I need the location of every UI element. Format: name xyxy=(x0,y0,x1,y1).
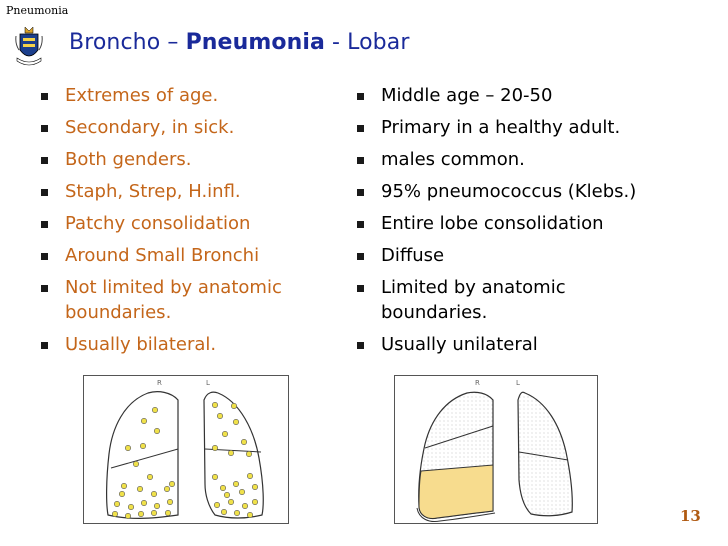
square-bullet-icon xyxy=(357,93,364,100)
consolidation-spot xyxy=(133,461,138,466)
list-item xyxy=(41,84,341,109)
consolidation-spot xyxy=(224,492,229,497)
bronchopneumonia-diagram xyxy=(83,375,289,524)
list-item xyxy=(41,333,341,358)
list-item xyxy=(357,148,702,173)
page-number: 13 xyxy=(680,507,701,525)
list-item-text: Primary in a healthy adult. xyxy=(381,117,621,138)
list-item-text: Patchy consolidation xyxy=(65,213,251,234)
list-item xyxy=(41,180,341,205)
square-bullet-icon xyxy=(41,189,48,196)
square-bullet-icon xyxy=(357,342,364,349)
list-item xyxy=(357,276,702,325)
consolidation-spot xyxy=(125,445,130,450)
list-item-text: Not limited by anatomic xyxy=(65,277,282,298)
square-bullet-icon xyxy=(357,125,364,132)
consolidation-spot xyxy=(151,510,156,515)
figure-label-r: R xyxy=(475,379,480,387)
list-item-text: Around Small Bronchi xyxy=(65,245,260,266)
consolidation-spot xyxy=(138,511,143,516)
consolidation-spot xyxy=(141,500,146,505)
list-item-text: Usually bilateral. xyxy=(65,333,217,355)
consolidation-spot xyxy=(234,510,239,515)
consolidation-spot xyxy=(147,474,152,479)
square-bullet-icon xyxy=(357,285,364,292)
consolidation-spot xyxy=(212,474,217,479)
title-broncho: Broncho xyxy=(69,30,161,55)
title-lobar: Lobar xyxy=(347,30,410,55)
list-item xyxy=(41,244,341,269)
consolidation-spot xyxy=(252,499,257,504)
page-title xyxy=(69,30,409,55)
right-lung-outline xyxy=(107,392,178,519)
consolidation-spot xyxy=(242,503,247,508)
consolidation-spot xyxy=(119,491,124,496)
consolidation-spot xyxy=(233,481,238,486)
list-item xyxy=(357,212,702,237)
list-item-text: Both genders. xyxy=(65,149,192,170)
square-bullet-icon xyxy=(41,253,48,260)
square-bullet-icon xyxy=(357,221,364,228)
bronchopneumonia-list xyxy=(41,84,341,365)
title-separator: – xyxy=(160,30,186,55)
consolidation-spot xyxy=(167,499,172,504)
list-item xyxy=(41,148,341,173)
square-bullet-icon xyxy=(357,157,364,164)
consolidation-spot xyxy=(214,502,219,507)
consolidation-spot xyxy=(125,513,130,518)
list-item-text: males common. xyxy=(381,149,525,170)
consolidation-spot xyxy=(151,491,156,496)
crest-icon xyxy=(15,24,43,66)
lobar-pneumonia-diagram xyxy=(394,375,598,524)
list-item-text: Middle age – 20-50 xyxy=(381,85,553,106)
consolidation-spot xyxy=(220,485,225,490)
list-item-text: 95% pneumococcus (Klebs.) xyxy=(381,181,637,202)
list-item xyxy=(357,180,702,205)
consolidation-spot xyxy=(128,504,133,509)
consolidation-spot xyxy=(141,418,146,423)
consolidation-spot xyxy=(137,486,142,491)
consolidation-spot xyxy=(212,445,217,450)
list-item-text: Secondary, in sick. xyxy=(65,117,235,138)
corner-label: Pneumonia xyxy=(6,4,69,17)
list-item xyxy=(357,333,702,358)
list-item xyxy=(357,116,702,141)
list-item xyxy=(41,116,341,141)
consolidation-spot xyxy=(169,481,174,486)
consolidation-spot xyxy=(247,512,252,517)
consolidation-spot xyxy=(114,501,119,506)
list-item-text: boundaries. xyxy=(381,301,488,323)
list-item-text: Usually unilateral xyxy=(381,333,538,355)
consolidation-spot xyxy=(212,402,217,407)
consolidation-spot xyxy=(140,443,145,448)
title-separator-2: - xyxy=(324,30,348,55)
lower-lobe-consolidation xyxy=(419,465,493,518)
list-item-text: Entire lobe consolidation xyxy=(381,213,604,234)
square-bullet-icon xyxy=(357,189,364,196)
square-bullet-icon xyxy=(41,285,48,292)
list-item-text: Staph, Strep, H.infl. xyxy=(65,181,241,202)
consolidation-spot xyxy=(165,510,170,515)
consolidation-spot xyxy=(222,431,227,436)
consolidation-spot xyxy=(154,428,159,433)
consolidation-spot xyxy=(233,419,238,424)
list-item-text: boundaries. xyxy=(65,301,172,323)
consolidation-spot xyxy=(231,403,236,408)
consolidation-spot xyxy=(152,407,157,412)
list-item xyxy=(357,244,702,269)
consolidation-spot xyxy=(228,450,233,455)
figure-label-l: L xyxy=(206,379,210,387)
list-item-text: Diffuse xyxy=(381,245,445,266)
left-lung-outline xyxy=(518,392,572,515)
square-bullet-icon xyxy=(41,221,48,228)
consolidation-spot xyxy=(228,499,233,504)
consolidation-spot xyxy=(241,439,246,444)
consolidation-spot xyxy=(246,451,251,456)
consolidation-spot xyxy=(252,484,257,489)
square-bullet-icon xyxy=(41,125,48,132)
square-bullet-icon xyxy=(41,157,48,164)
list-item-text: Limited by anatomic xyxy=(381,277,566,298)
consolidation-spot xyxy=(164,486,169,491)
list-item xyxy=(357,84,702,109)
list-item xyxy=(41,276,341,325)
title-pneumonia: Pneumonia xyxy=(185,30,325,55)
square-bullet-icon xyxy=(357,253,364,260)
consolidation-spot xyxy=(217,413,222,418)
consolidation-spot xyxy=(112,511,117,516)
figure-label-l: L xyxy=(516,379,520,387)
square-bullet-icon xyxy=(41,342,48,349)
square-bullet-icon xyxy=(41,93,48,100)
figure-label-r: R xyxy=(157,379,162,387)
consolidation-spot xyxy=(247,473,252,478)
list-item xyxy=(41,212,341,237)
list-item-text: Extremes of age. xyxy=(65,85,219,106)
consolidation-spot xyxy=(239,489,244,494)
lobar-pneumonia-list xyxy=(357,84,702,365)
consolidation-spot xyxy=(221,509,226,514)
consolidation-spot xyxy=(154,503,159,508)
consolidation-spot xyxy=(121,483,126,488)
